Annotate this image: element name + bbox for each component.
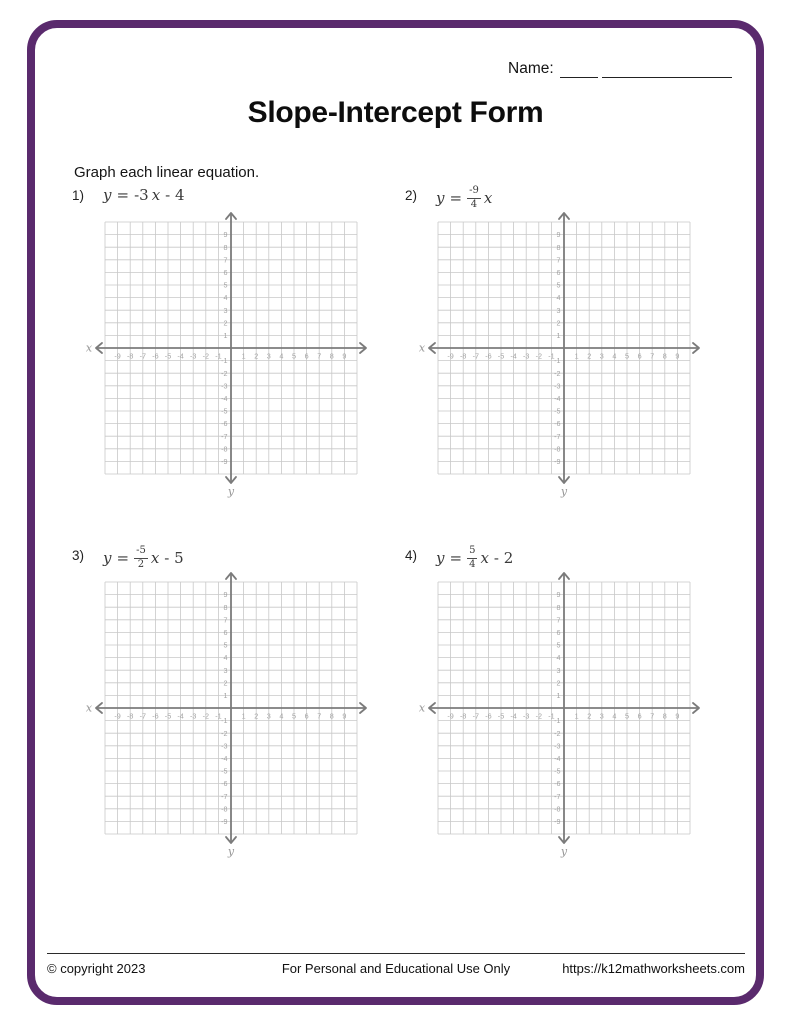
coordinate-grid	[414, 210, 710, 508]
x-tick-label: 1	[241, 351, 246, 361]
y-tick-label: 8	[556, 602, 561, 612]
x-tick-label: -3	[522, 351, 530, 361]
y-tick-label: -8	[221, 804, 228, 814]
name-field	[508, 58, 732, 78]
x-tick-label: -8	[126, 351, 134, 361]
x-tick-label: -1	[548, 711, 555, 721]
y-tick-label: -3	[554, 381, 561, 391]
y-tick-label: 7	[223, 615, 228, 625]
y-axis-letter: y	[560, 845, 568, 858]
x-tick-label: -2	[202, 711, 210, 721]
fraction-denominator: 4	[469, 558, 476, 570]
y-tick-label: 1	[556, 331, 561, 340]
equation-constant: - 4	[165, 186, 185, 204]
x-axis-letter: x	[85, 341, 93, 355]
y-tick-label: 1	[223, 691, 228, 700]
x-tick-label: 5	[292, 711, 296, 721]
x-tick-label: 2	[254, 711, 259, 721]
x-tick-label: 6	[637, 351, 642, 361]
x-tick-label: 5	[625, 711, 629, 721]
coordinate-grid	[81, 210, 377, 508]
y-tick-label: -1	[221, 356, 228, 366]
y-tick-label: 4	[556, 293, 561, 303]
x-tick-label: -5	[497, 351, 505, 361]
x-tick-label: 6	[304, 351, 309, 361]
x-tick-label: -2	[535, 351, 543, 361]
x-tick-label: -8	[459, 351, 467, 361]
y-tick-label: -8	[554, 804, 561, 814]
x-tick-label: 9	[675, 711, 680, 721]
y-tick-label: 5	[556, 280, 561, 290]
x-axis-letter: x	[418, 701, 426, 715]
y-tick-label: -8	[221, 444, 228, 454]
x-tick-label: 9	[342, 351, 347, 361]
footer-website: https://k12mathworksheets.com	[562, 961, 745, 976]
problem-equation	[436, 546, 513, 570]
y-tick-label: 9	[223, 590, 228, 600]
y-tick-label: -4	[554, 754, 561, 763]
y-tick-label: -5	[221, 406, 228, 416]
y-tick-label: -8	[554, 444, 561, 454]
equation-relation: =	[449, 189, 463, 207]
slope-fraction	[134, 546, 148, 570]
y-tick-label: -6	[554, 419, 561, 429]
x-tick-label: 7	[650, 351, 655, 361]
fraction-numerator: -5	[134, 546, 148, 559]
x-tick-label: -1	[548, 351, 555, 361]
y-tick-label: 5	[556, 640, 561, 650]
x-tick-label: -9	[447, 711, 454, 721]
y-tick-label: -9	[221, 817, 228, 826]
y-tick-label: -5	[554, 766, 561, 776]
problem-number: 4)	[405, 548, 418, 563]
y-tick-label: 4	[223, 653, 228, 663]
problem-equation	[103, 546, 184, 570]
y-tick-label: 2	[223, 678, 228, 688]
x-tick-label: -6	[152, 711, 159, 721]
x-tick-label: -5	[164, 711, 172, 721]
x-tick-label: -4	[177, 711, 184, 721]
x-tick-label: -6	[485, 711, 492, 721]
x-tick-label: -9	[114, 351, 121, 361]
x-tick-label: -3	[189, 711, 197, 721]
y-tick-label: 7	[223, 255, 228, 265]
y-tick-label: -6	[554, 779, 561, 789]
slope-fraction	[467, 546, 477, 570]
y-tick-label: -3	[221, 741, 228, 751]
y-tick-label: 9	[556, 230, 561, 240]
y-tick-label: -9	[554, 457, 561, 466]
x-tick-label: 8	[329, 351, 334, 361]
y-tick-label: 8	[223, 602, 228, 612]
y-tick-label: -5	[221, 766, 228, 776]
y-tick-label: -2	[221, 728, 228, 738]
x-tick-label: 8	[662, 351, 667, 361]
y-tick-label: -1	[554, 716, 561, 726]
y-tick-label: -4	[221, 394, 228, 403]
equation-relation: =	[116, 186, 130, 204]
x-tick-label: 1	[574, 711, 579, 721]
x-tick-label: 8	[662, 711, 667, 721]
equation-constant: - 2	[493, 549, 514, 567]
y-tick-label: -1	[221, 716, 228, 726]
x-tick-label: -1	[215, 351, 222, 361]
x-tick-label: 2	[254, 351, 259, 361]
slope-fraction	[467, 186, 481, 210]
y-tick-label: -9	[221, 457, 228, 466]
y-tick-label: 5	[223, 280, 228, 290]
y-tick-label: 4	[223, 293, 228, 303]
equation-variable: x	[480, 549, 489, 567]
x-tick-label: 4	[612, 351, 617, 361]
x-tick-label: 5	[625, 351, 629, 361]
x-tick-label: -4	[177, 351, 184, 361]
fraction-numerator: -9	[467, 186, 481, 199]
footer-usage: For Personal and Educational Use Only	[281, 961, 511, 976]
fraction-denominator: 2	[137, 558, 145, 570]
x-tick-label: 2	[587, 711, 592, 721]
equation-lhs: y	[436, 549, 445, 567]
x-tick-label: -6	[485, 351, 492, 361]
x-axis-letter: x	[418, 341, 426, 355]
equation-lhs: y	[103, 186, 112, 204]
y-tick-label: -7	[221, 791, 228, 801]
y-tick-label: 1	[556, 691, 561, 700]
equation-relation: =	[116, 549, 130, 567]
x-tick-label: -2	[535, 711, 543, 721]
equation-variable: x	[483, 189, 493, 207]
x-axis-letter: x	[85, 701, 93, 715]
y-tick-label: 4	[556, 653, 561, 663]
y-tick-label: -7	[554, 791, 561, 801]
y-tick-label: 9	[556, 590, 561, 600]
y-tick-label: -2	[554, 368, 561, 378]
x-tick-label: 5	[292, 351, 296, 361]
footer-copyright: © copyright 2023	[47, 961, 146, 976]
x-tick-label: 9	[675, 351, 680, 361]
y-tick-label: -7	[554, 431, 561, 441]
page-title: Slope-Intercept Form	[247, 96, 544, 129]
x-tick-label: -9	[114, 711, 121, 721]
y-tick-label: 2	[223, 318, 228, 328]
y-axis-letter: y	[227, 485, 235, 498]
y-tick-label: -7	[221, 431, 228, 441]
problem-block-3	[72, 546, 380, 882]
equation-constant: - 5	[164, 549, 184, 567]
x-tick-label: 3	[266, 711, 271, 721]
equation-lhs: y	[103, 549, 112, 567]
x-tick-label: -8	[459, 711, 467, 721]
name-label: Name:	[508, 60, 554, 77]
x-tick-label: -8	[126, 711, 134, 721]
x-tick-label: 3	[266, 351, 271, 361]
problem-header	[405, 546, 713, 570]
y-tick-label: -1	[554, 356, 561, 366]
instruction-text: Graph each linear equation.	[74, 164, 260, 181]
y-tick-label: -5	[554, 406, 561, 416]
equation-variable: x	[150, 549, 160, 567]
x-tick-label: -5	[164, 351, 172, 361]
y-tick-label: 7	[556, 255, 561, 265]
y-tick-label: -6	[221, 419, 228, 429]
problem-number: 3)	[72, 548, 85, 563]
equation-lhs: y	[436, 189, 445, 207]
y-tick-label: 8	[556, 242, 561, 252]
y-tick-label: -2	[221, 368, 228, 378]
x-tick-label: 6	[637, 711, 642, 721]
y-tick-label: 8	[223, 242, 228, 252]
y-tick-label: 2	[556, 318, 561, 328]
x-tick-label: -6	[152, 351, 159, 361]
fraction-numerator: 5	[467, 546, 477, 559]
problem-equation	[436, 186, 492, 210]
y-tick-label: -3	[221, 381, 228, 391]
equation-relation: =	[449, 549, 463, 567]
y-tick-label: -3	[554, 741, 561, 751]
x-tick-label: 3	[599, 351, 604, 361]
problem-header	[405, 186, 713, 210]
fraction-denominator: 4	[470, 198, 478, 210]
y-tick-label: -9	[554, 817, 561, 826]
x-tick-label: -3	[189, 351, 197, 361]
problem-block-4	[405, 546, 713, 882]
x-tick-label: -7	[139, 351, 147, 361]
problem-header	[72, 186, 380, 204]
y-axis-letter: y	[227, 845, 235, 858]
y-tick-label: 1	[223, 331, 228, 340]
y-tick-label: 6	[223, 268, 228, 277]
y-tick-label: 9	[223, 230, 228, 240]
x-tick-label: -3	[522, 711, 530, 721]
x-tick-label: 8	[329, 711, 334, 721]
x-tick-label: -5	[497, 711, 505, 721]
y-tick-label: 3	[223, 665, 228, 675]
y-tick-label: 6	[556, 628, 561, 637]
y-tick-label: 6	[223, 628, 228, 637]
x-tick-label: 7	[317, 711, 322, 721]
x-tick-label: -2	[202, 351, 210, 361]
equation-variable: x	[151, 186, 161, 204]
name-blank-line	[602, 61, 732, 78]
y-tick-label: 3	[556, 305, 561, 315]
x-tick-label: 4	[279, 351, 284, 361]
x-tick-label: 1	[574, 351, 579, 361]
x-tick-label: 2	[587, 351, 592, 361]
y-axis-letter: y	[560, 485, 568, 498]
x-tick-label: -7	[139, 711, 147, 721]
name-blank-line	[560, 61, 598, 78]
x-tick-label: -7	[472, 711, 480, 721]
x-tick-label: 6	[304, 711, 309, 721]
x-tick-label: 4	[279, 711, 284, 721]
y-tick-label: -4	[554, 394, 561, 403]
coordinate-grid	[81, 570, 377, 868]
problem-header	[72, 546, 380, 570]
footer	[47, 961, 745, 976]
y-tick-label: 3	[223, 305, 228, 315]
footer-divider	[47, 953, 745, 954]
problem-block-2	[405, 186, 713, 522]
problem-number: 2)	[405, 188, 418, 203]
y-tick-label: 6	[556, 268, 561, 277]
problem-number: 1)	[72, 188, 85, 203]
x-tick-label: 9	[342, 711, 347, 721]
x-tick-label: 3	[599, 711, 604, 721]
x-tick-label: 4	[612, 711, 617, 721]
x-tick-label: -9	[447, 351, 454, 361]
x-tick-label: 1	[241, 711, 246, 721]
problem-equation	[103, 186, 185, 204]
x-tick-label: -7	[472, 351, 480, 361]
x-tick-label: -1	[215, 711, 222, 721]
x-tick-label: -4	[510, 351, 517, 361]
y-tick-label: 5	[223, 640, 228, 650]
problem-block-1	[72, 186, 380, 522]
y-tick-label: 3	[556, 665, 561, 675]
x-tick-label: 7	[650, 711, 655, 721]
y-tick-label: -6	[221, 779, 228, 789]
x-tick-label: 7	[317, 351, 322, 361]
y-tick-label: 2	[556, 678, 561, 688]
x-tick-label: -4	[510, 711, 517, 721]
y-tick-label: -2	[554, 728, 561, 738]
y-tick-label: 7	[556, 615, 561, 625]
slope-coefficient: -3	[134, 186, 149, 204]
coordinate-grid	[414, 570, 710, 868]
y-tick-label: -4	[221, 754, 228, 763]
